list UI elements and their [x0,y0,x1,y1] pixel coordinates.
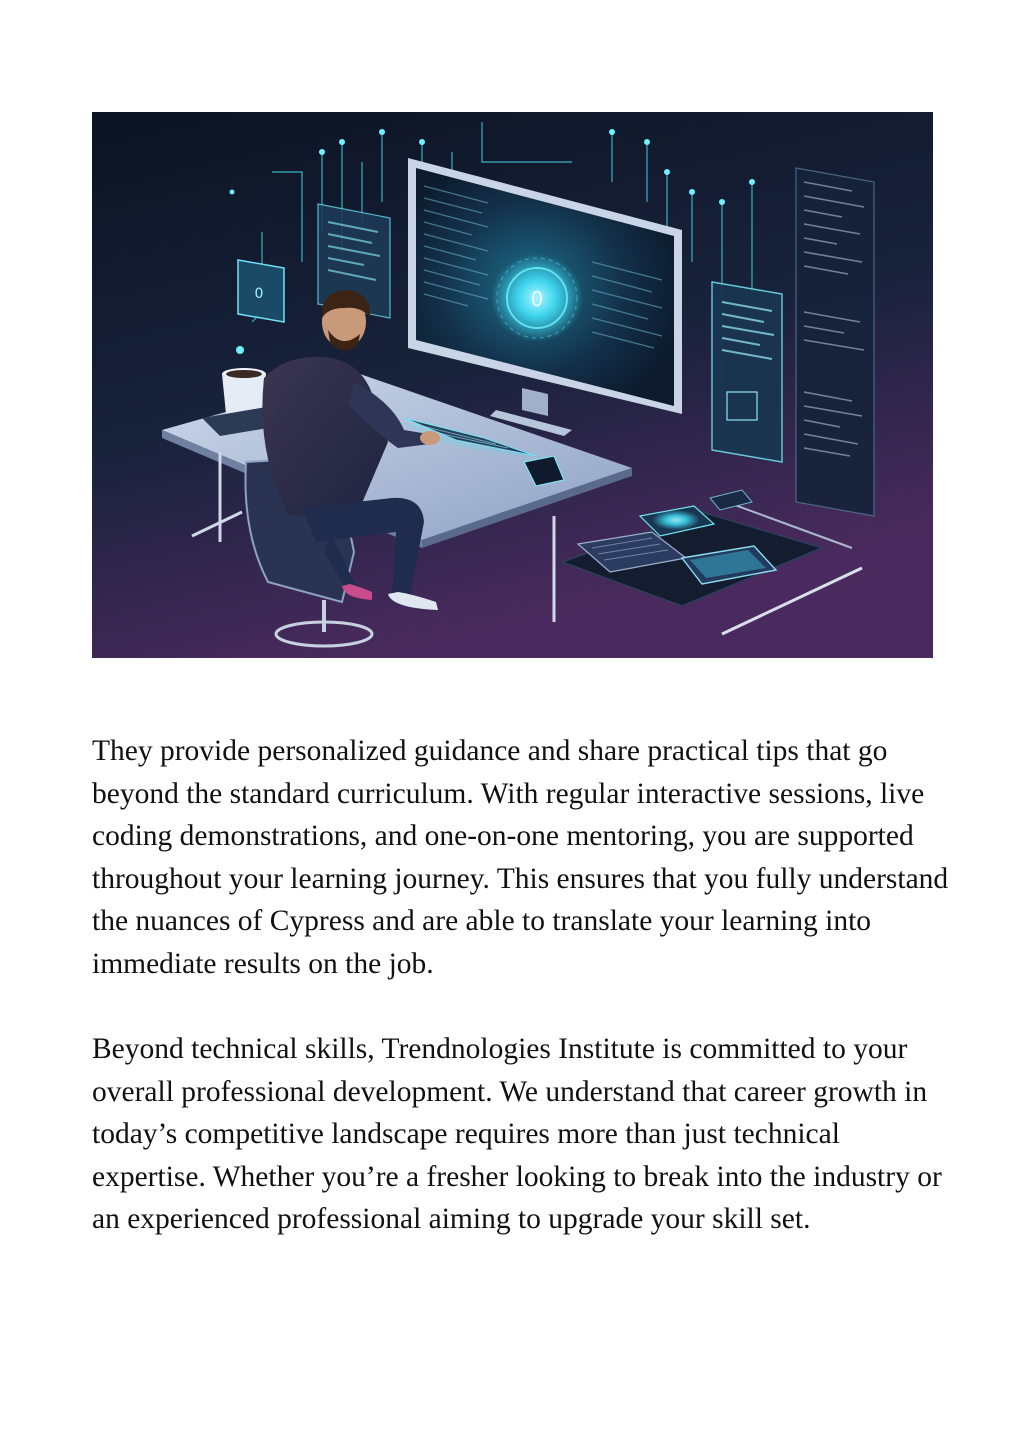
right-document-panel [712,282,782,462]
screen-glyph: 0 [530,287,544,311]
paragraph-mentoring: They provide personalized guidance and share practical tips that go beyond the standard curriculum. With regular interactive sessions, live coding demonstrations, and one-on-one mentoring, you are supported throughout your learning journey. This ensures that you fully understand the nuances of Cypress and are able to translate your learning into immediate results on the job. [92,735,949,980]
panel-glyph: 0 [254,286,264,302]
developer-workstation-illustration [92,112,933,658]
paragraph-professional-development: Beyond technical skills, Trendnologies Institute is committed to your overall professional development. We understand that career growth in today’s competitive landscape requires more than just technical expertise. Whether you’re a fresher looking to break into the industry or an experienced professional aiming to upgrade your skill set. [92,1033,942,1236]
far-right-code-panel [796,168,874,516]
small-screen-panel [238,260,284,322]
